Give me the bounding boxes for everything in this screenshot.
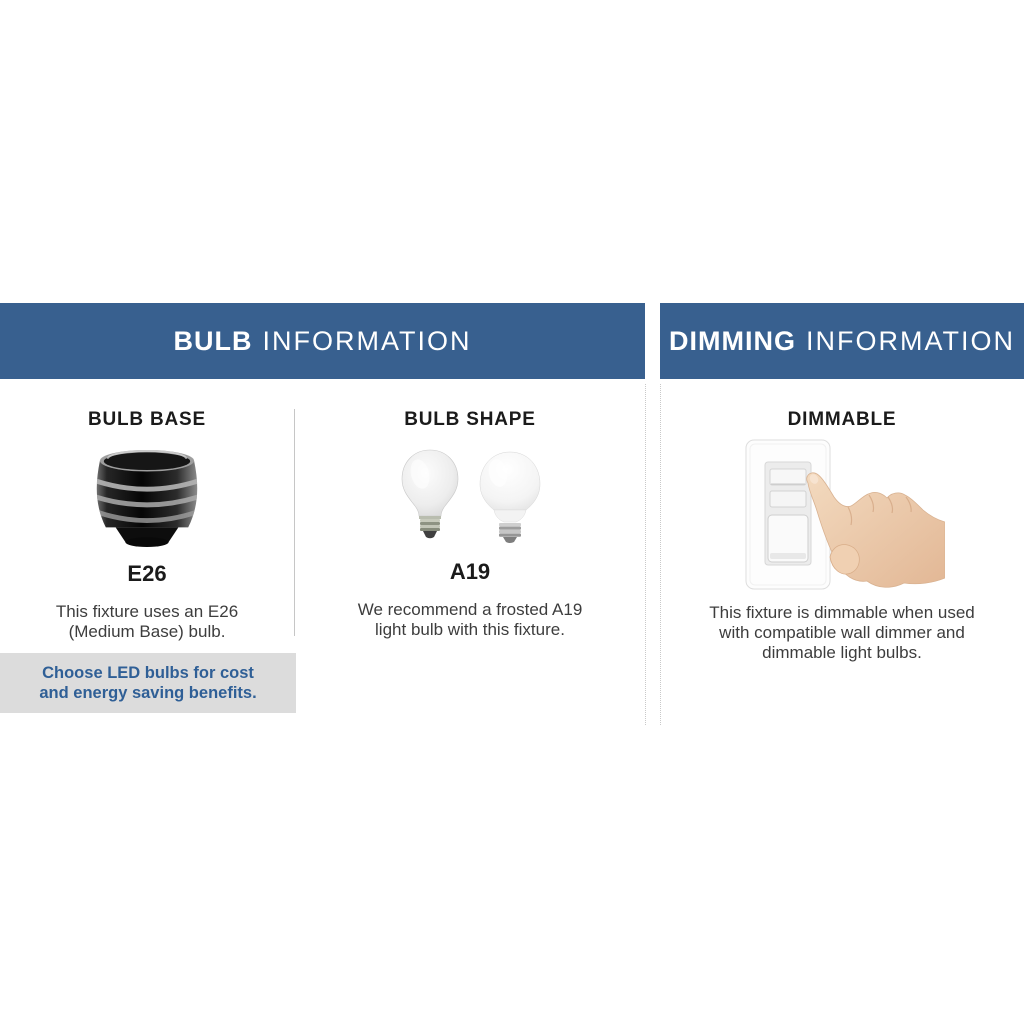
section-dotted-divider-left	[645, 384, 646, 725]
bulb-shape-column	[295, 400, 645, 640]
e26-screw-base-image	[89, 447, 205, 549]
dimmable-title: DIMMABLE	[787, 409, 897, 430]
dimmer-switch-image	[740, 437, 945, 595]
dimmable-column	[660, 400, 1024, 663]
bulb-base-description: This fixture uses an E26 (Medium Base) bulb.	[55, 602, 239, 641]
bulb-base-title: BULB BASE	[87, 409, 207, 430]
bulb-shape-value: A19	[449, 559, 491, 584]
dimming-information-header	[660, 303, 1024, 379]
bulb-header-rest: INFORMATION	[262, 325, 472, 356]
dimming-header-emphasis: DIMMING	[669, 325, 796, 356]
dimmer-switch-hand-icon	[740, 437, 945, 595]
bulb-header-emphasis: BULB	[173, 325, 253, 356]
bulb-information-header	[0, 303, 645, 379]
bulb-shape-title: BULB SHAPE	[404, 409, 536, 430]
bulb-base-value: E26	[127, 561, 167, 586]
dimmable-description: This fixture is dimmable when used with compatible wall dimmer and dimmable light bulbs.	[709, 603, 975, 662]
led-bulb-note-text: Choose LED bulbs for cost and energy saving benefits.	[39, 664, 257, 702]
dimming-header-rest: INFORMATION	[806, 325, 1015, 356]
led-bulb-note	[0, 653, 296, 713]
bulb-base-column	[0, 400, 294, 642]
a19-bulbs-image	[385, 447, 555, 547]
a19-bulbs-icon	[385, 447, 555, 547]
bulb-shape-description: We recommend a frosted A19 light bulb with this fixture.	[357, 600, 583, 639]
e26-base-icon	[89, 447, 205, 549]
